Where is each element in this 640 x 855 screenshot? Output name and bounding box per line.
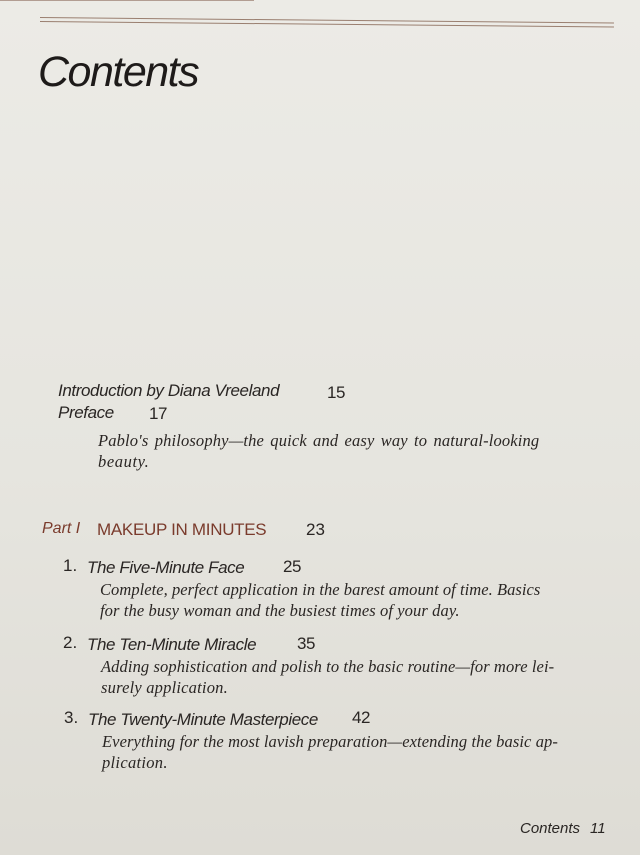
description-line: beauty.	[98, 452, 150, 471]
part-page: 23	[306, 520, 325, 539]
toc-entry-label: Preface	[58, 403, 114, 422]
chapter-title: The Ten-Minute Miracle	[87, 635, 257, 654]
toc-entry-page	[149, 404, 167, 424]
page-number: 25	[283, 557, 302, 576]
top-rule-short	[0, 0, 254, 1]
chapter-title: The Twenty-Minute Masterpiece	[88, 710, 318, 729]
page-number: 17	[149, 404, 168, 423]
chapter-description	[100, 579, 610, 621]
toc-entry-label: Introduction by Diana Vreeland	[58, 381, 280, 400]
chapter-page	[283, 557, 301, 577]
toc-entry-introduction	[58, 381, 279, 401]
page-number: 15	[327, 383, 346, 402]
footer-label: Contents	[520, 820, 581, 837]
part-title: MAKEUP IN MINUTES	[97, 520, 267, 539]
part-label: Part I	[42, 520, 81, 537]
description-line: Adding sophistication and polish to the basic routine—for more lei-	[101, 657, 555, 676]
footer-page-number: 11	[590, 820, 606, 837]
running-footer	[520, 820, 606, 837]
toc-entry-page	[327, 383, 345, 403]
chapter-description	[102, 731, 612, 773]
chapter-page	[297, 634, 315, 654]
description-line: surely application.	[101, 678, 228, 697]
chapter-page	[352, 708, 370, 728]
description-line: Everything for the most lavish preparation—extending the basic ap-	[102, 732, 558, 751]
chapter-description	[101, 656, 611, 698]
description-line: Pablo's philosophy—the quick and easy way to natural-looking	[98, 431, 540, 450]
toc-entry-description	[98, 430, 608, 472]
chapter-title: The Five-Minute Face	[87, 558, 245, 577]
page-title: Contents	[38, 48, 199, 96]
description-line: plication.	[102, 753, 168, 772]
page-number: 42	[352, 708, 371, 727]
chapter-number: 1.	[63, 556, 78, 575]
toc-entry-preface	[58, 403, 114, 423]
page-number: 35	[297, 634, 316, 653]
chapter-number: 3.	[64, 708, 79, 727]
description-line: Complete, perfect application in the barest amount of time. Basics	[100, 580, 541, 599]
chapter-number: 2.	[63, 633, 78, 652]
description-line: for the busy woman and the busiest times of your day.	[100, 601, 460, 620]
